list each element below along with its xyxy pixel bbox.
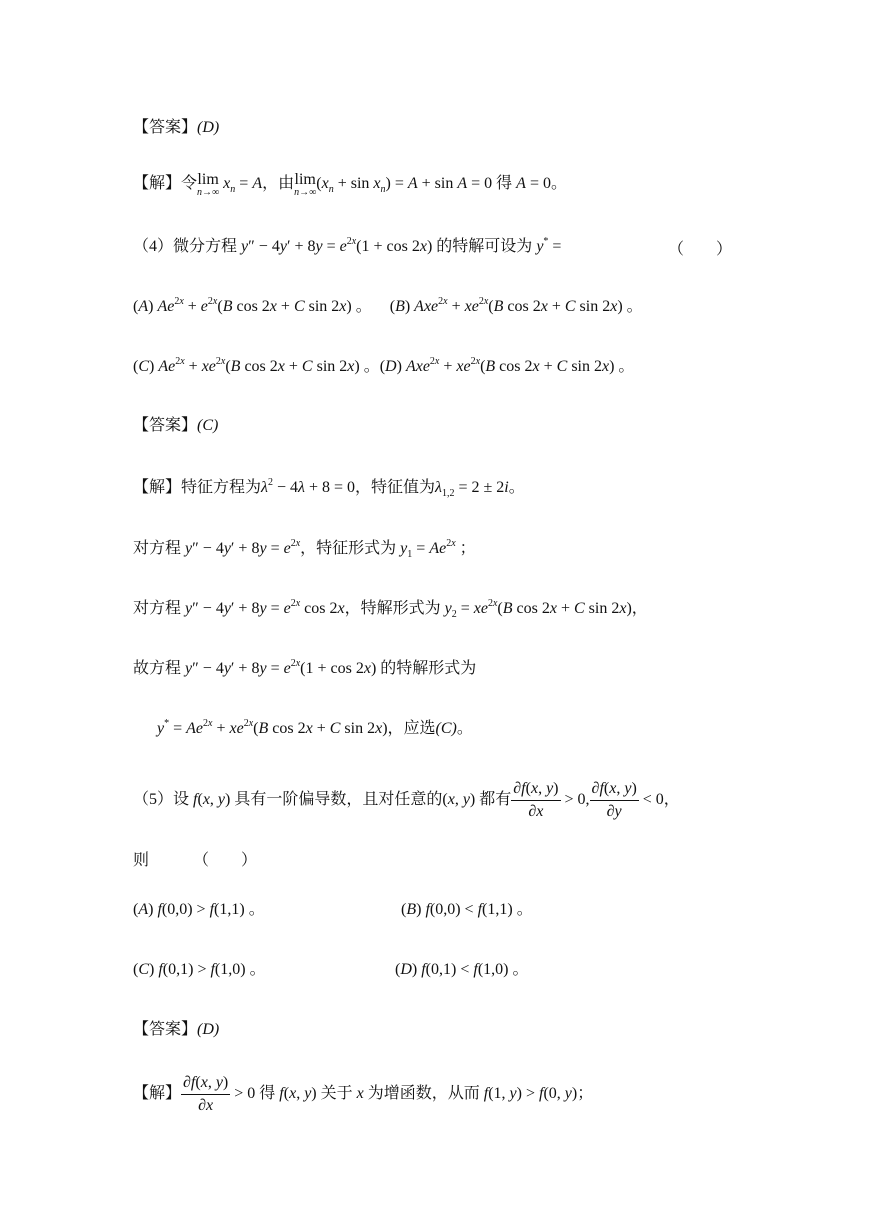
q4-number: （4） — [133, 238, 174, 255]
q5-option-b — [401, 899, 533, 921]
answer-label: 【答案】 — [133, 119, 198, 136]
option-d: (D) $Axe^{2x} + xe^{2x}(B$ cos 2x + C sin 2x) 。 — [379, 356, 635, 375]
limit-expression: lim n→∞ — [294, 171, 317, 198]
solution-label: 【解】 — [133, 175, 182, 192]
q4-options-ab — [133, 296, 643, 320]
q4-solution-line-4: 故方程 $y'' - 4y' + 8y = e^{2x}(1 + \cos 2x)$ 的特解形式为 — [133, 658, 477, 677]
answer-choice: (D) — [197, 1021, 220, 1038]
q4-stem: （4）微分方程 $y'' - 4y' + 8y = e^{2x}(1 + \cos 2x)$ 的特解可设为 y* = — [133, 236, 562, 255]
q4-answer-paren: （ ） — [668, 241, 733, 258]
q5-stem: （5）设 f(x, y) 具有一阶偏导数，且对任意的(x, y) 都有 $\frac{\partial f(x, y)}{\partial x}$ > 0, $\frac{\partial f(x, y)}{\partial y}$ < 0， — [133, 778, 680, 823]
partial-fraction: $\frac{\partial f(x, y)}{\partial x}$ — [183, 1074, 229, 1114]
option-c: (C) $Ae^{2x} + xe^{2x}(B$ cos 2x + C sin 2x) 。 — [133, 356, 380, 375]
option-b: (B) $Axe^{2x} + xe^{2x}(B$ cos 2x + C sin 2x) 。 — [389, 296, 643, 315]
answer-choice: (C) — [197, 417, 219, 434]
answer-choice: (D) — [197, 119, 220, 136]
q5-options-cd — [133, 959, 266, 981]
q5-solution-line: 【解】 $\frac{\partial f(x, y)}{\partial x}$ > 0 得 f(x, y) 关于 x 为增函数，从而 f(1, y) > f(0, y)； — [133, 1072, 593, 1117]
q5-stem-line-2: 则 （ ） — [133, 852, 258, 869]
q5-answer-line — [133, 1019, 219, 1041]
option-b: (B) f(0,0) < f(1,1) 。 — [401, 901, 533, 918]
solution-label: 【解】 — [133, 479, 182, 496]
partial-fraction: $\frac{\partial f(x, y)}{\partial y}$ — [591, 780, 637, 820]
q4-solution-line-1: 【解】特征方程为$\lambda^2 - 4\lambda + 8 = 0$，特征值为$\lambda_{1,2} = 2 \pm 2i$。 — [133, 477, 525, 499]
q5-option-d — [395, 959, 528, 981]
q5-options-ab — [133, 899, 265, 921]
q5-number: （5） — [133, 791, 174, 809]
q4-options-cd — [133, 356, 634, 380]
option-a: (A) $Ae^{2x} + e^{2x}(B$ cos 2x + C sin 2x) 。 — [133, 296, 372, 315]
option-d: (D) f(0,1) < f(1,0) 。 — [395, 961, 529, 978]
q5-answer-paren: （ ） — [193, 852, 258, 869]
answer-choice: (C) — [435, 720, 457, 737]
q4-solution-line-3: 对方程 $y'' - 4y' + 8y = e^{2x}$ cos 2x，特解形式为 $y_2 = xe^{2x}(B$ cos 2x + C sin 2x)， — [133, 598, 648, 620]
q3-solution-line: 【解】令lim n→∞ $x_n = A$，由lim n→∞ $(x_n + \sin x_n) = A + \sin A = 0$ 得 A = 0。 — [133, 171, 567, 198]
q4-solution-line-2: 对方程 $y'' - 4y' + 8y = e^{2x}$，特征形式为 $y_1 = Ae^{2x}$ ； — [133, 538, 476, 560]
answer-label: 【答案】 — [133, 1021, 198, 1038]
partial-fraction: $\frac{\partial f(x, y)}{\partial x}$ — [513, 780, 559, 820]
q4-answer-line — [133, 415, 218, 437]
option-c: (C) f(0,1) > f(1,0) 。 — [133, 961, 266, 978]
q4-solution-line-5: $y^* = Ae^{2x} + xe^{2x}(B$ cos 2x + C sin 2x)，应选(C)。 — [157, 718, 473, 737]
answer-label: 【答案】 — [133, 417, 198, 434]
limit-expression: lim n→∞ — [197, 171, 220, 198]
option-a: (A) f(0,0) > f(1,1) 。 — [133, 901, 265, 918]
q3-answer-line — [133, 117, 219, 139]
solution-label: 【解】 — [133, 1085, 182, 1103]
